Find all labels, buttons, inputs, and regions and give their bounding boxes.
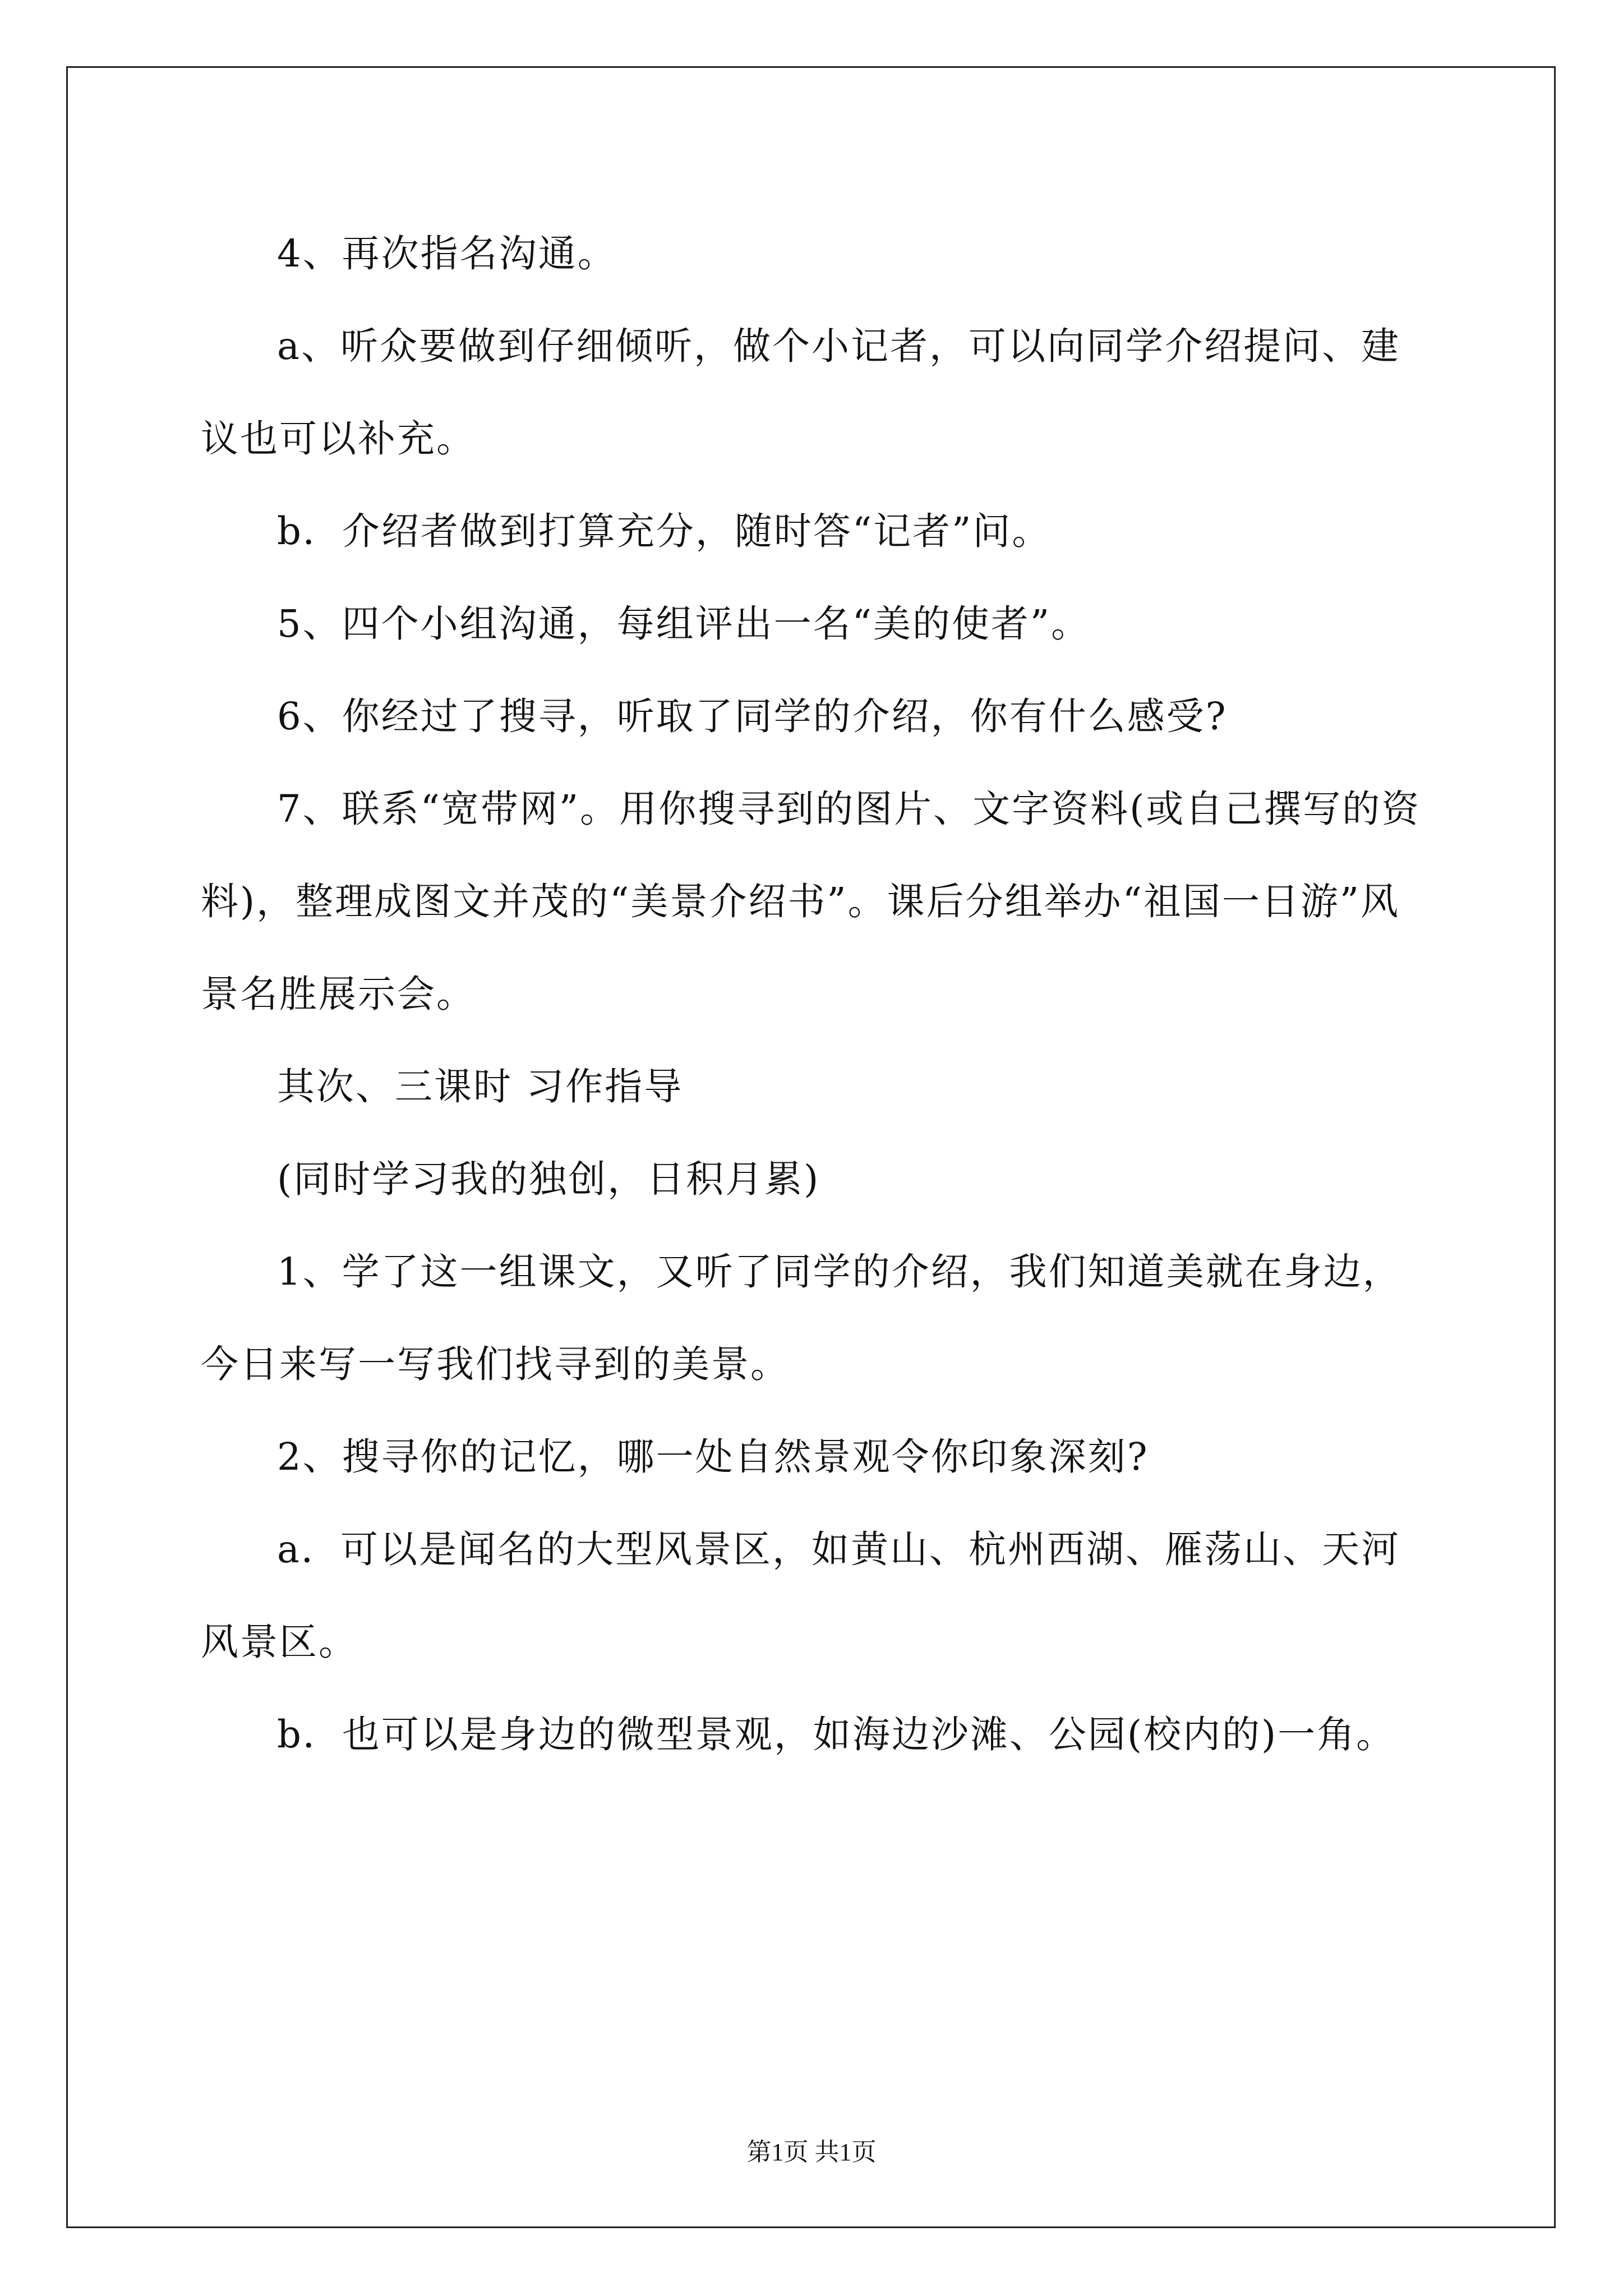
paragraph: a．可以是闻名的大型风景区，如黄山、杭州西湖、雁荡山、天河风景区。 [201,1527,1400,1664]
paragraph: 5、四个小组沟通，每组评出一名“美的使者”。 [277,602,1091,646]
paragraph: b．也可以是身边的微型景观，如海边沙滩、公园(校内的)一角。 [277,1713,1396,1756]
paragraph: (同时学习我的独创，日积月累) [277,1157,820,1201]
paragraph: b．介绍者做到打算充分，随时答“记者”问。 [277,509,1052,553]
paragraph: a、听众要做到仔细倾听，做个小记者，可以向同学介绍提问、建议也可以补充。 [201,324,1400,461]
paragraph: 6、你经过了搜寻，听取了同学的介绍，你有什么感受? [277,694,1228,738]
paragraph: 2、搜寻你的记忆，哪一处自然景观令你印象深刻? [277,1435,1149,1479]
paragraph: 4、再次指名沟通。 [277,232,617,275]
document-body [201,208,1435,1781]
paragraph: 7、联系“宽带网”。用你搜寻到的图片、文字资料(或自己撰写的资料)，整理成图文并茂的“美景介绍书”。课后分组举办“祖国一日游”风景名胜展示会。 [201,787,1421,1016]
page-footer: 第1页 共1页 [746,2138,877,2166]
section-heading: 其次、三课时 习作指导 [277,1065,684,1108]
paragraph: 1、学了这一组课文，又听了同学的介绍，我们知道美就在身边，今日来写一写我们找寻到的美景。 [201,1250,1402,1386]
